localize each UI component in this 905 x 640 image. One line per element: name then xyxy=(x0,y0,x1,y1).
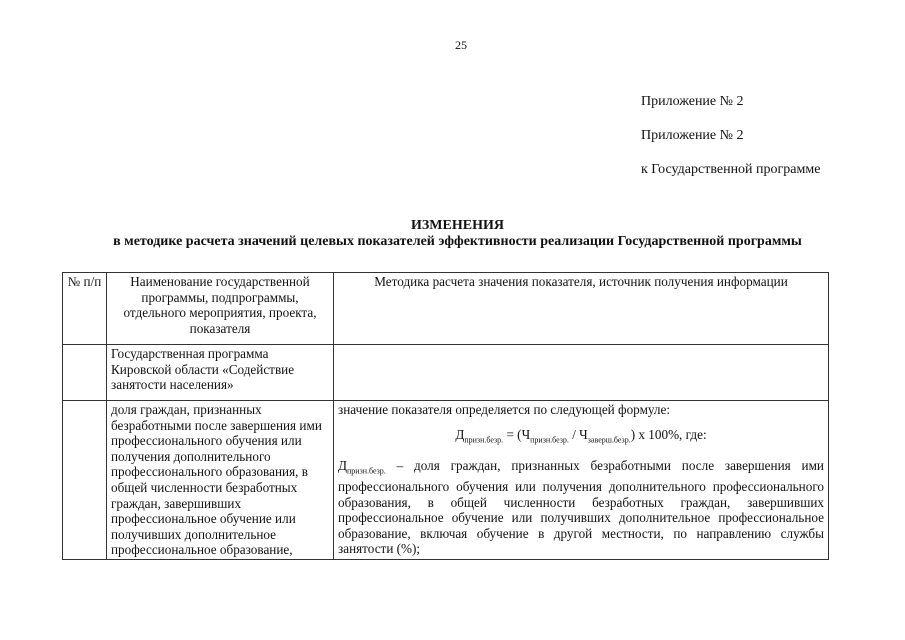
method-definition: $Д_{призн.безр.}$ – доля граждан, признанных безработными после завершения ими профессионального обучения или получения дополнительного профессионального образования, в общей численности безработных граждан, завершивших профессиональное обучение или получивших дополнительное профессиональное образование, включая обучение в другой местности, по направлению службы занятости (%); xyxy=(338,457,824,557)
header-name: Наименование государственной программы, подпрограммы, отдельного мероприятия, проекта, показателя xyxy=(107,273,334,345)
row-num-empty xyxy=(63,401,107,560)
document-title xyxy=(90,218,825,250)
method-formula: $Д_{призн.безр.} = (Ч_{призн.безр.} / Ч_{заверш.безр.})$ х 100%, где: xyxy=(455,426,707,445)
page-number: 25 xyxy=(455,38,467,52)
appendix-label-3: к Государственной программе xyxy=(641,162,821,177)
appendix-label-2: Приложение № 2 xyxy=(641,128,744,143)
table-header-row xyxy=(63,273,829,345)
table-row xyxy=(63,345,829,401)
method-intro: значение показателя определяется по следующей формуле: xyxy=(338,402,671,417)
row-program-method xyxy=(334,345,829,401)
header-method: Методика расчета значения показателя, источник получения информации xyxy=(334,273,829,345)
appendix-label-1: Приложение № 2 xyxy=(641,94,744,109)
indicator-method xyxy=(334,401,829,560)
table-row xyxy=(63,401,829,560)
title-subtitle: в методике расчета значений целевых показателей эффективности реализации Государственной программы xyxy=(113,234,802,249)
indicator-name: доля граждан, признанных безработными после завершения ими профессионального обучения или получения дополнительного профессионального образования, в общей численности безработных граждан, завершивших профессиональное обучение или получивших дополнительное профессиональное образование, xyxy=(107,401,334,560)
row-program-name: Государственная программа Кировской области «Содействие занятости населения» xyxy=(107,345,334,401)
title-main: ИЗМЕНЕНИЯ xyxy=(411,218,504,233)
header-num: № п/п xyxy=(63,273,107,345)
row-num xyxy=(63,345,107,401)
methodology-table xyxy=(62,272,829,560)
